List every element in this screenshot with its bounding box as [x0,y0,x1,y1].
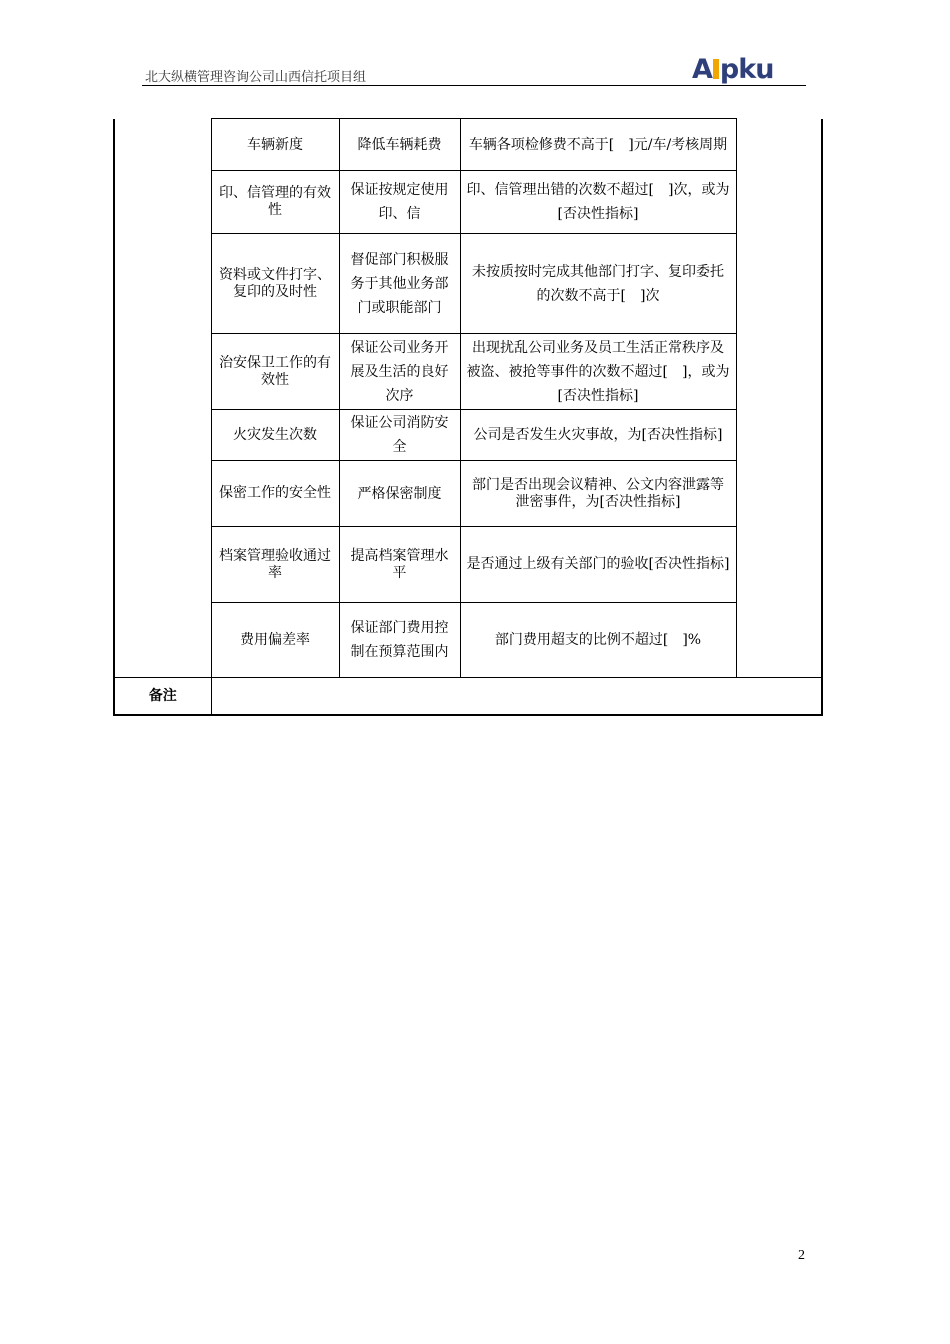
logo-accent-icon [713,59,719,79]
standard-cell: 是否通过上级有关部门的验收[否决性指标] [460,527,736,603]
standard-cell: 部门是否出现会议精神、公文内容泄露等泄密事件，为[否决性指标] [460,461,736,527]
indicator-cell: 档案管理验收通过率 [211,527,339,603]
table-row [114,527,822,603]
page-number: 2 [798,1248,805,1263]
table-row [114,234,822,334]
purpose-cell: 保证公司业务开展及生活的良好次序 [339,334,460,410]
kpi-table [113,118,823,716]
logo-letters-pku: pku [719,54,774,85]
header-divider [142,85,806,86]
indicator-cell: 费用偏差率 [211,603,339,678]
purpose-cell: 保证部门费用控制在预算范围内 [339,603,460,678]
purpose-cell: 严格保密制度 [339,461,460,527]
indicator-cell: 治安保卫工作的有效性 [211,334,339,410]
score-cell [736,119,822,678]
standard-cell: 未按质按时完成其他部门打字、复印委托的次数不高于[ ]次 [460,234,736,334]
table-row [114,410,822,461]
standard-cell: 印、信管理出错的次数不超过[ ]次，或为[否决性指标] [460,171,736,234]
logo-letter-a: A [692,54,712,85]
indicator-cell: 印、信管理的有效性 [211,171,339,234]
purpose-cell: 督促部门积极服务于其他业务部门或职能部门 [339,234,460,334]
indicator-cell: 保密工作的安全性 [211,461,339,527]
header-title: 北大纵横管理咨询公司山西信托项目组 [145,69,367,84]
table-row [114,603,822,678]
standard-cell: 车辆各项检修费不高于[ ]元/车/考核周期 [460,119,736,171]
purpose-cell: 提高档案管理水平 [339,527,460,603]
table-row [114,119,822,171]
notes-row [114,678,822,716]
table-row [114,334,822,410]
indicator-cell: 资料或文件打字、复印的及时性 [211,234,339,334]
notes-label: 备注 [114,678,211,716]
kpi-table-container [113,118,823,716]
table-row [114,171,822,234]
purpose-cell: 保证按规定使用印、信 [339,171,460,234]
notes-value [211,678,822,716]
standard-cell: 部门费用超支的比例不超过[ ]% [460,603,736,678]
purpose-cell: 保证公司消防安全 [339,410,460,461]
indicator-cell: 车辆新度 [211,119,339,171]
indicator-cell: 火灾发生次数 [211,410,339,461]
table-row [114,461,822,527]
category-cell [114,119,211,678]
company-logo [692,54,806,86]
standard-cell: 公司是否发生火灾事故，为[否决性指标] [460,410,736,461]
purpose-cell: 降低车辆耗费 [339,119,460,171]
standard-cell: 出现扰乱公司业务及员工生活正常秩序及被盗、被抢等事件的次数不超过[ ]，或为[否决性指标] [460,334,736,410]
